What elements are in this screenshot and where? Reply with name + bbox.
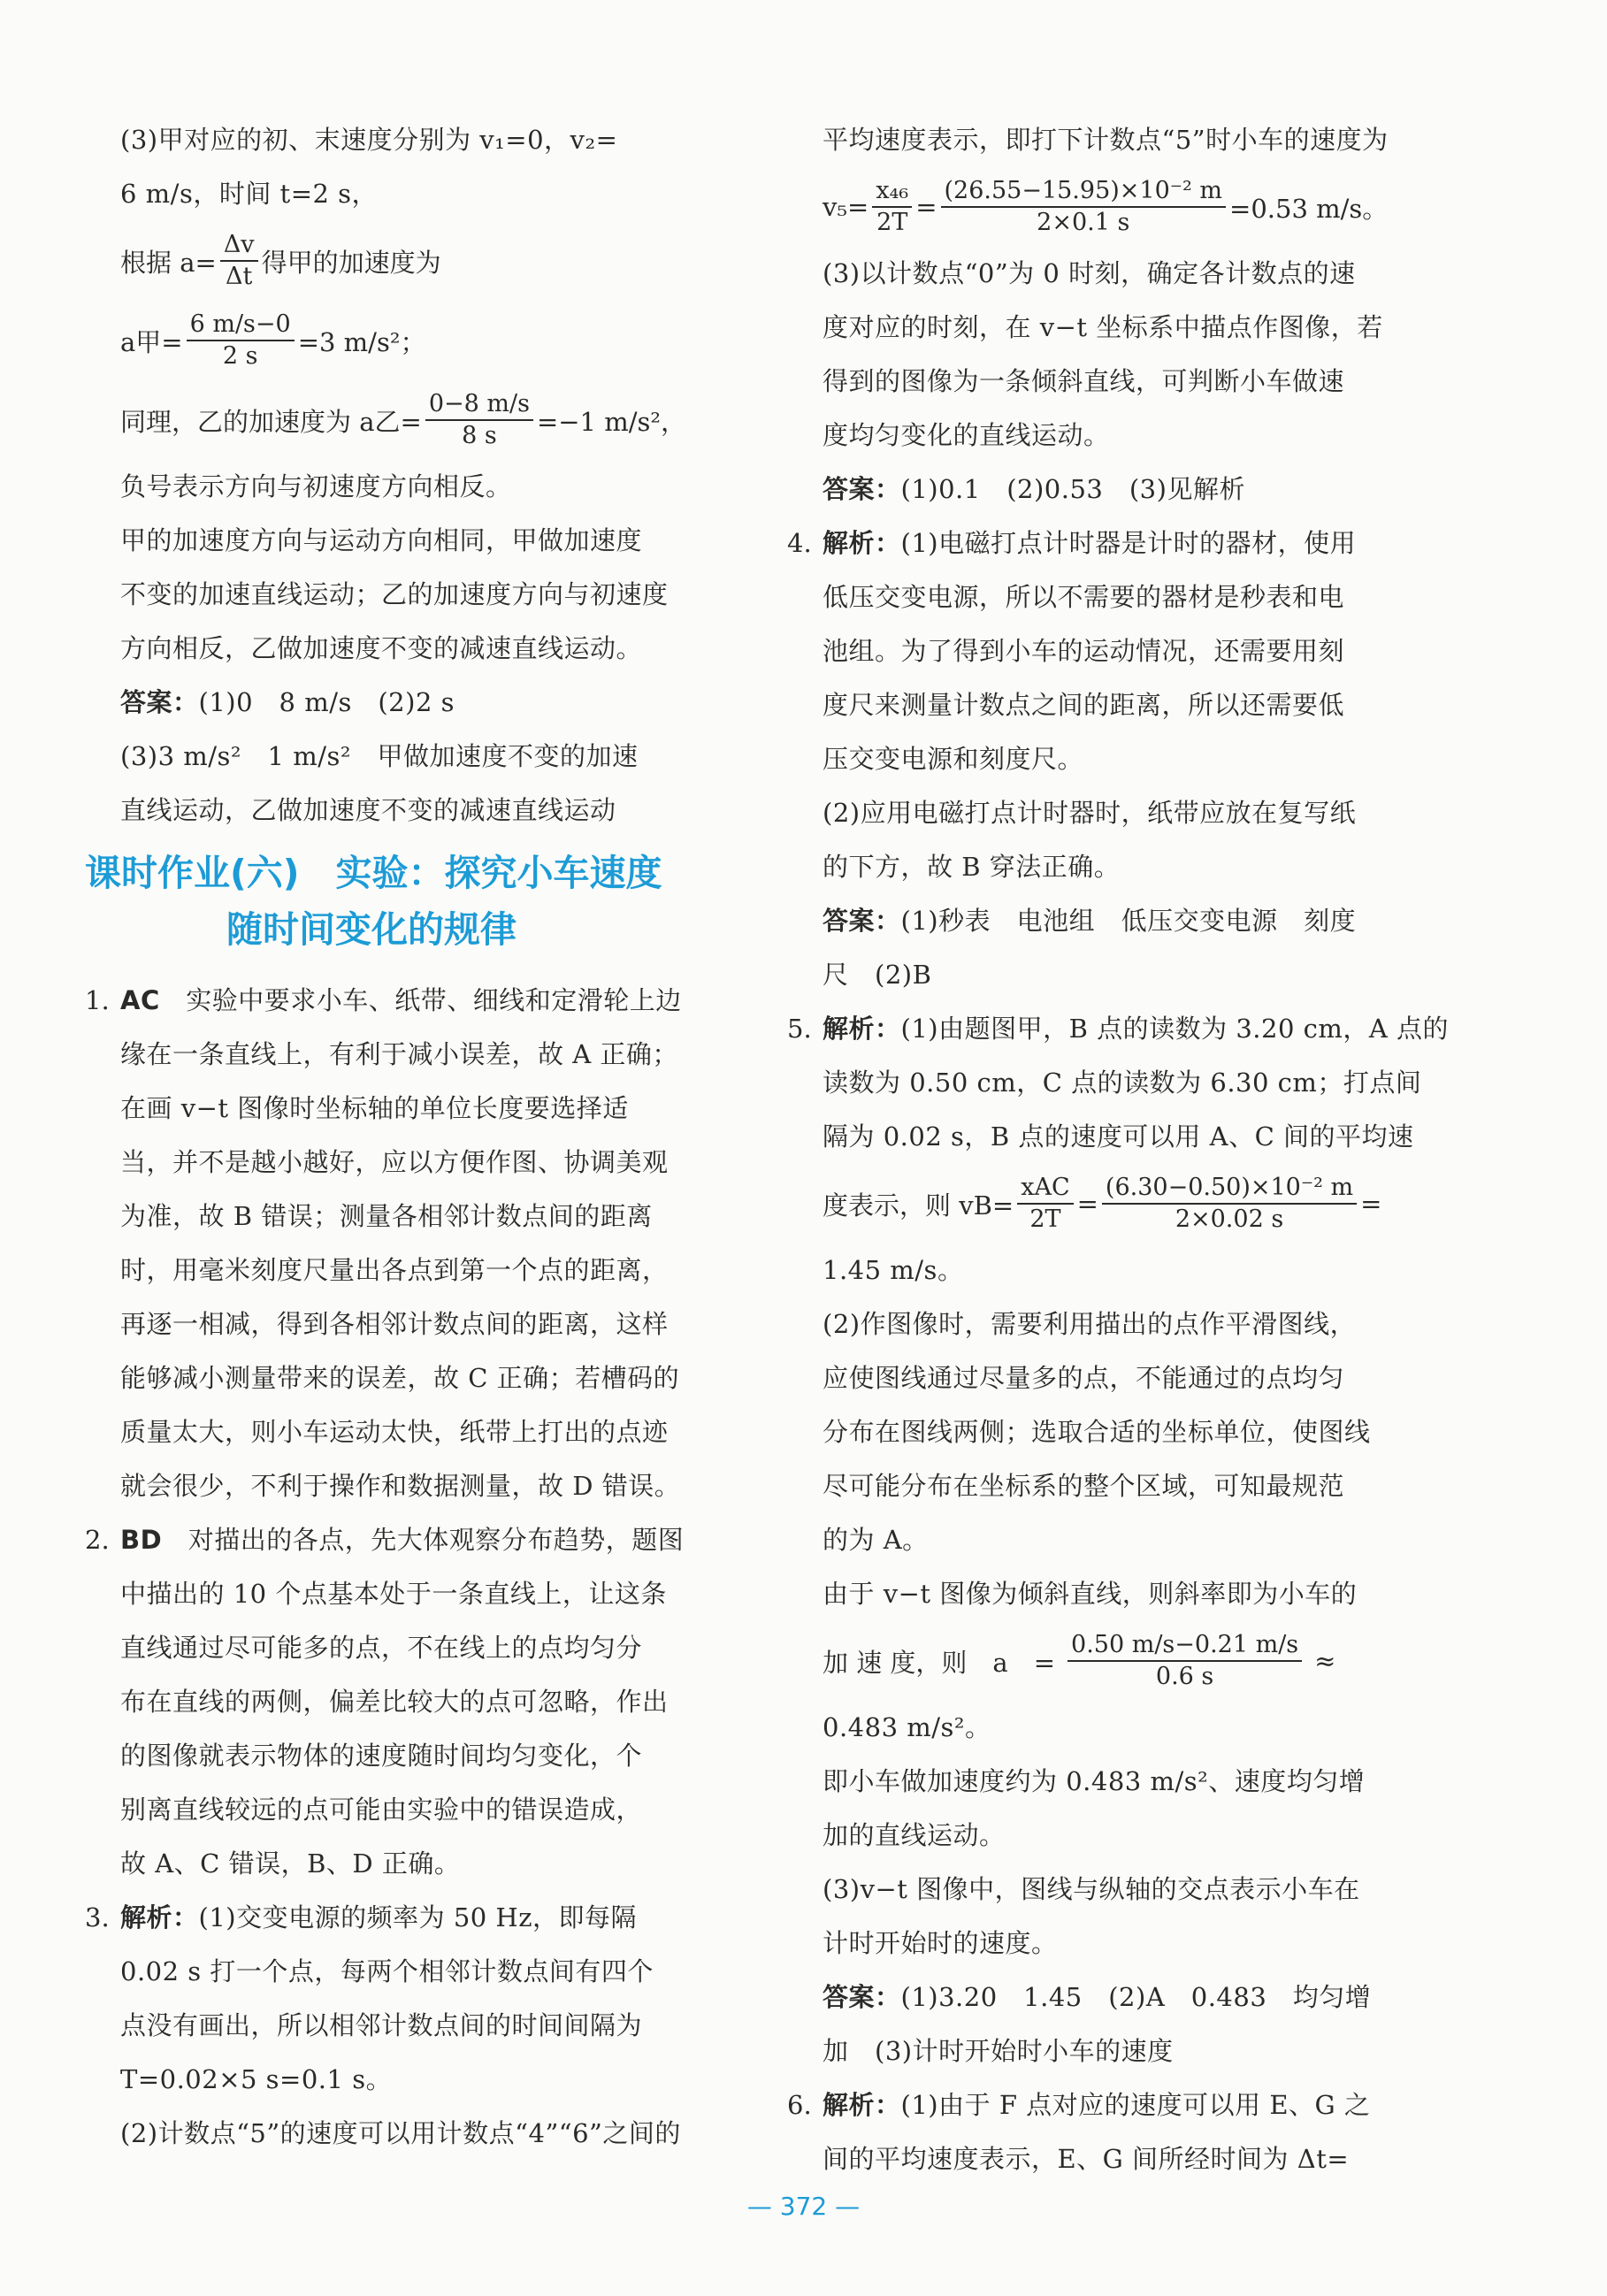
text-line: 缘在一条直线上，有利于减小误差，故 A 正确； — [120, 1039, 678, 1069]
text-line: 的下方，故 B 穿法正确。 — [823, 852, 1121, 882]
question-number: 1. — [85, 985, 110, 1015]
question-number: 5. — [787, 1014, 812, 1044]
text-line: 布在直线的两侧，偏差比较大的点可忽略，作出 — [120, 1687, 669, 1717]
text-line: 能够减小测量带来的误差，故 C 正确；若槽码的 — [120, 1363, 680, 1393]
text-line — [823, 2078, 1433, 2132]
text-line: 在画 v−t 图像时坐标轴的单位长度要选择适 — [120, 1093, 629, 1123]
analysis-label: 解析： — [823, 1014, 901, 1044]
formula-slope — [823, 1621, 1433, 1701]
text-line: 为准，故 B 错误；测量各相邻计数点间的距离 — [120, 1201, 653, 1231]
text-line: 平均速度表示，即打下计数点“5”时小车的速度为 — [823, 125, 1389, 155]
answer-choice: AC — [120, 985, 160, 1015]
formula-text: a甲= — [120, 326, 183, 357]
question-number: 2. — [85, 1525, 110, 1555]
text-line: 就会很少，不利于操作和数据测量，故 D 错误。 — [120, 1471, 681, 1501]
text-line — [823, 1002, 1450, 1056]
numerator: (6.30−0.50)×10⁻² m — [1102, 1173, 1357, 1205]
numerator: 6 m/s−0 — [187, 310, 295, 341]
answer-label: 答案： — [823, 906, 901, 936]
text-line: 时，用毫米刻度尺量出各点到第一个点的距离， — [120, 1255, 669, 1285]
line-text: (1)交变电源的频率为 50 Hz，即每隔 — [198, 1902, 638, 1932]
text-line: (3)甲对应的初、末速度分别为 v₁=0，v₂= — [120, 125, 618, 155]
numerator: (26.55−15.95)×10⁻² m — [941, 176, 1227, 208]
text-line: 压交变电源和刻度尺。 — [823, 744, 1084, 774]
text-line: (2)应用电磁打点计时器时，纸带应放在复写纸 — [823, 798, 1357, 828]
formula-text: =−1 m/s²， — [536, 406, 686, 437]
text-line: 分布在图线两侧；选取合适的坐标单位，使图线 — [823, 1417, 1371, 1447]
text-line: 中描出的 10 个点基本处于一条直线上，让这条 — [120, 1579, 667, 1609]
equals-sign: = — [915, 192, 937, 222]
answer-text: (1)3.20 1.45 (2)A 0.483 均匀增 — [900, 1982, 1372, 2012]
answer-line: 直线运动，乙做加速度不变的减速直线运动 — [120, 795, 616, 825]
denominator: 2×0.1 s — [1037, 209, 1130, 236]
text-line: 池组。为了得到小车的运动情况，还需要用刻 — [823, 636, 1345, 666]
text-line: 应使图线通过尽量多的点，不能通过的点均匀 — [823, 1363, 1345, 1393]
text-line: 的为 A。 — [823, 1525, 929, 1555]
answer-line: (3)3 m/s² 1 m/s² 甲做加速度不变的加速 — [120, 741, 639, 771]
answer-line — [823, 463, 1433, 517]
denominator: 8 s — [462, 422, 497, 449]
answer-label: 答案： — [823, 1982, 901, 2012]
denominator: 2T — [1029, 1205, 1061, 1233]
line-text: (1)由于 F 点对应的速度可以用 E、G 之 — [900, 2090, 1371, 2120]
answer-choice: BD — [120, 1525, 163, 1555]
answer-line — [85, 676, 722, 730]
page-number: — 372 — — [746, 2192, 861, 2221]
fraction — [1102, 1173, 1357, 1235]
answer-label: 答案： — [823, 474, 901, 504]
text-line: (2)作图像时，需要利用描出的点作平滑图线， — [823, 1309, 1357, 1339]
fraction — [1017, 1173, 1073, 1235]
numerator: 0−8 m/s — [425, 389, 533, 421]
formula-a-yi — [85, 380, 722, 460]
formula-text: 加 速 度，则 a = — [823, 1647, 1056, 1678]
text-line: 直线通过尽可能多的点，不在线上的点均匀分 — [120, 1633, 643, 1663]
text-line: 的图像就表示物体的速度随时间均匀变化，个 — [120, 1741, 643, 1771]
text-line: 由于 v−t 图像为倾斜直线，则斜率即为小车的 — [823, 1579, 1358, 1609]
line-text: 对描出的各点，先大体观察分布趋势，题图 — [162, 1525, 685, 1555]
text-line — [120, 1513, 722, 1567]
text-line: 度尺来测量计数点之间的距离，所以还需要低 — [823, 690, 1345, 720]
text-line: 尽可能分布在坐标系的整个区域，可知最规范 — [823, 1471, 1345, 1501]
text-line: 加的直线运动。 — [823, 1820, 1006, 1850]
fraction — [425, 389, 533, 451]
formula-a-jia — [85, 301, 722, 380]
denominator: 2T — [876, 209, 908, 236]
text-line: 点没有画出，所以相邻计数点间的时间间隔为 — [120, 2010, 643, 2040]
text-line: 不变的加速直线运动；乙的加速度方向与初速度 — [120, 579, 669, 609]
fraction — [220, 230, 258, 292]
line-text: (1)电磁打点计时器是计时的器材，使用 — [900, 528, 1357, 558]
formula-v5 — [823, 167, 1433, 247]
text-line: 当，并不是越小越好，应以方便作图、协调美观 — [120, 1147, 669, 1177]
formula-text: ≈ — [1314, 1646, 1336, 1676]
text-line: 低压交变电源，所以不需要的器材是秒表和电 — [823, 582, 1345, 612]
text-line: (3)v−t 图像中，图线与纵轴的交点表示小车在 — [823, 1874, 1360, 1904]
text-line: 再逐一相减，得到各相邻计数点间的距离，这样 — [120, 1309, 669, 1339]
question-number: 6. — [787, 2090, 812, 2120]
text-line: 0.483 m/s²。 — [823, 1712, 991, 1742]
question-3 — [85, 1891, 722, 2161]
fraction — [1068, 1630, 1302, 1692]
numerator: Δv — [220, 230, 258, 262]
question-number: 4. — [787, 528, 812, 558]
answer-line: 加 (3)计时开始时小车的速度 — [823, 2036, 1174, 2066]
formula-text: v₅= — [823, 192, 869, 222]
analysis-label: 解析： — [823, 2090, 901, 2120]
question-number: 3. — [85, 1902, 110, 1932]
answer-text: (1)0 8 m/s (2)2 s — [198, 687, 455, 717]
text-line: 故 A、C 错误，B、D 正确。 — [120, 1848, 461, 1879]
text-line — [120, 1891, 722, 1945]
formula-text: 得甲的加速度为 — [261, 247, 441, 278]
fraction — [872, 176, 912, 238]
formula-text: =3 m/s²； — [297, 326, 426, 357]
line-text: 实验中要求小车、纸带、细线和定滑轮上边 — [159, 985, 682, 1015]
text-line: 6 m/s，时间 t=2 s， — [120, 179, 379, 209]
question-4 — [787, 517, 1433, 1002]
analysis-label: 解析： — [823, 528, 901, 558]
section-title: 课时作业(六) 实验：探究小车速度 — [85, 852, 662, 894]
answer-text: (1)秒表 电池组 低压交变电源 刻度 — [900, 906, 1357, 936]
formula-text: 同理，乙的加速度为 a乙= — [120, 406, 422, 437]
text-line: 即小车做加速度约为 0.483 m/s²、速度均匀增 — [823, 1766, 1366, 1796]
answer-text: (1)0.1 (2)0.53 (3)见解析 — [900, 474, 1245, 504]
question-6 — [787, 2078, 1433, 2186]
text-line: 质量太大，则小车运动太快，纸带上打出的点迹 — [120, 1417, 669, 1447]
formula-text: 度表示，则 vB= — [823, 1190, 1014, 1221]
denominator: 2×0.02 s — [1175, 1205, 1284, 1233]
text-line: T=0.02×5 s=0.1 s。 — [120, 2064, 393, 2094]
answer-line — [823, 1971, 1433, 2024]
line-text: (1)由题图甲，B 点的读数为 3.20 cm，A 点的 — [900, 1014, 1450, 1044]
text-line: 间的平均速度表示，E、G 间所经时间为 Δt= — [823, 2144, 1350, 2174]
fraction — [187, 310, 295, 371]
section-title-line2: 随时间变化的规律 — [226, 908, 517, 951]
formula-text: = — [1360, 1189, 1382, 1219]
question-5 — [787, 1002, 1450, 2078]
question-1 — [85, 974, 722, 1513]
left-column — [85, 113, 722, 2161]
text-line: (3)以计数点“0”为 0 时刻，确定各计数点的速 — [823, 258, 1356, 288]
text-line — [823, 517, 1433, 570]
answer-line — [823, 894, 1433, 948]
numerator: xAC — [1017, 1173, 1073, 1205]
text-line: 1.45 m/s。 — [823, 1255, 964, 1285]
text-line: (2)计数点“5”的速度可以用计数点“4”“6”之间的 — [120, 2118, 681, 2148]
numerator: x₄₆ — [872, 176, 912, 208]
text-line: 方向相反，乙做加速度不变的减速直线运动。 — [120, 633, 643, 663]
formula-acceleration-def — [85, 221, 722, 301]
answer-line: 尺 (2)B — [823, 960, 932, 990]
numerator: 0.50 m/s−0.21 m/s — [1068, 1630, 1302, 1662]
analysis-label: 解析： — [120, 1902, 199, 1932]
formula-vb — [823, 1164, 1433, 1244]
text-line: 度均匀变化的直线运动。 — [823, 420, 1110, 450]
text-line: 负号表示方向与初速度方向相反。 — [120, 471, 512, 501]
text-line: 0.02 s 打一个点，每两个相邻计数点间有四个 — [120, 1956, 654, 1986]
text-line: 度对应的时刻，在 v−t 坐标系中描点作图像，若 — [823, 312, 1383, 342]
right-column — [787, 113, 1450, 2186]
text-line — [120, 974, 722, 1028]
text-line: 读数为 0.50 cm，C 点的读数为 6.30 cm；打点间 — [823, 1068, 1422, 1098]
text-line: 计时开始时的速度。 — [823, 1928, 1058, 1958]
fraction — [941, 176, 1227, 238]
answer-label: 答案： — [120, 687, 199, 717]
formula-text: 根据 a= — [120, 247, 217, 278]
denominator: Δt — [226, 263, 253, 290]
text-line: 隔为 0.02 s，B 点的速度可以用 A、C 间的平均速 — [823, 1121, 1414, 1152]
text-line: 得到的图像为一条倾斜直线，可判断小车做速 — [823, 366, 1345, 396]
equals-sign: = — [1076, 1189, 1098, 1219]
denominator: 2 s — [222, 342, 258, 370]
question-2 — [85, 1513, 722, 1891]
formula-text: =0.53 m/s。 — [1229, 193, 1389, 224]
denominator: 0.6 s — [1155, 1663, 1214, 1690]
text-line: 别离直线较远的点可能由实验中的错误造成， — [120, 1795, 643, 1825]
text-line: 甲的加速度方向与运动方向相同，甲做加速度 — [120, 525, 643, 555]
